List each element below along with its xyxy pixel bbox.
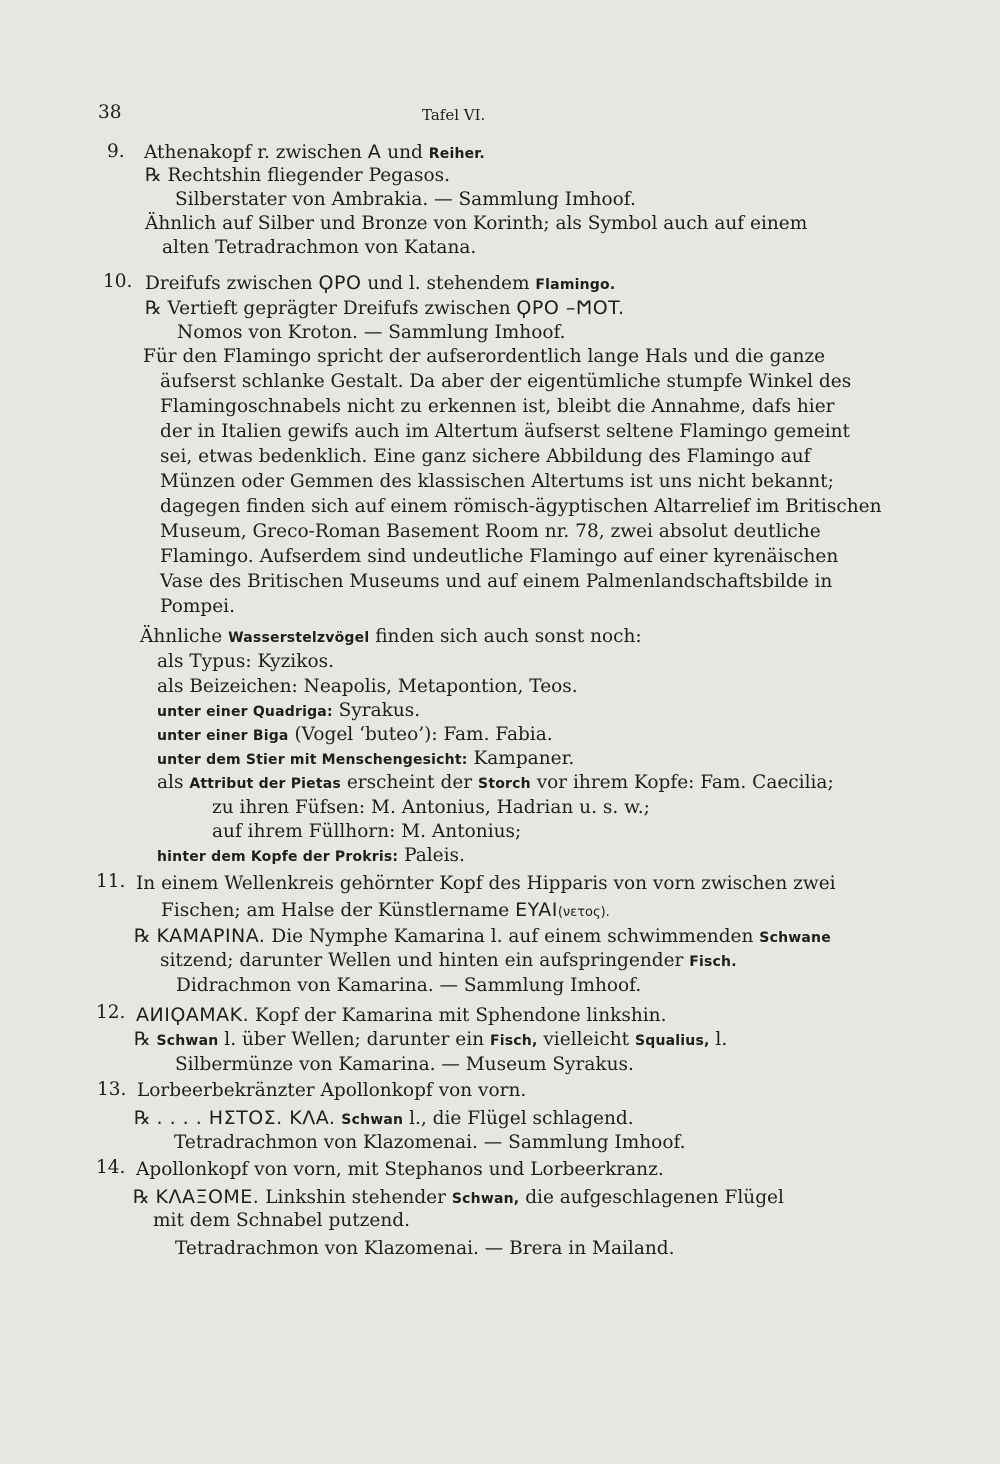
coin-legend: ϘPO [318,272,362,294]
entry-line: Athenakopf r. zwischen A und Reiher. [144,141,485,163]
entry-line: sitzend; darunter Wellen und hinten ein aufspringender Fisch. [160,950,737,971]
reverse-symbol: ℞ [134,926,151,947]
coin-legend: A [367,141,382,163]
reverse-line: ℞ . . . . HΣTOΣ. KΛA. Schwan l., die Flügel schlagend. [134,1107,634,1129]
coin-legend: ϘPO –ϺOT. [516,297,625,319]
entry-line: In einem Wellenkreis gehörnter Kopf des Hipparis von vorn zwischen zwei [136,873,836,894]
coin-legend: AИIϘAMAK. [136,1004,250,1026]
running-title: Tafel VI. [422,106,486,124]
entry-line: AИIϘAMAK. Kopf der Kamarina mit Sphendone linkshin. [136,1004,667,1026]
list-item: als Attribut der Pietas erscheint der Storch vor ihrem Kopfe: Fam. Caecilia; [157,772,834,793]
entry-line: Fischen; am Halse der Künstlername EYAI(νετος). [161,899,610,921]
coin-legend: EYAI [515,899,558,921]
entry-note: alten Tetradrachmon von Katana. [162,237,477,258]
entry-number: 14. [96,1157,126,1178]
commentary-line: Münzen oder Gemmen des klassischen Altertums ist uns nicht bekannt; [160,471,834,492]
commentary-line: sei, etwas bedenklich. Eine ganz sichere Abbildung des Flamingo auf [160,446,811,467]
commentary-line: Vase des Britischen Museums und auf einem Palmenlandschaftsbilde in [160,571,833,592]
list-item: unter einer Quadriga: Syrakus. [157,700,421,721]
reverse-line: ℞ KΛAΞOME. Linkshin stehender Schwan, die aufgeschlagenen Flügel [133,1186,784,1208]
list-item: hinter dem Kopfe der Prokris: Paleis. [157,845,465,866]
commentary-line: der in Italien gewifs auch im Altertum äufserst seltene Flamingo gemeint [160,421,850,442]
entry-line: Silbermünze von Kamarina. — Museum Syrakus. [175,1054,634,1075]
reverse-line: ℞ Vertieft geprägter Dreifufs zwischen ϘPO –ϺOT. [145,297,625,319]
commentary-line: Museum, Greco-Roman Basement Room nr. 78, zwei absolut deutliche [160,521,821,542]
reverse-symbol: ℞ [134,1029,151,1050]
bird-term: Schwane [759,930,831,946]
list-item: auf ihrem Füllhorn: M. Antonius; [212,821,522,842]
entry-line: Apollonkopf von vorn, mit Stephanos und Lorbeerkranz. [136,1159,664,1180]
reverse-line: ℞ KAMAPINA. Die Nymphe Kamarina l. auf einem schwimmenden Schwane [134,925,831,947]
list-intro: Ähnliche Wasserstelzvögel finden sich auch sonst noch: [140,626,642,647]
reverse-symbol: ℞ [134,1108,151,1129]
entry-line: Didrachmon von Kamarina. — Sammlung Imhoof. [176,975,642,996]
entry-number: 11. [96,871,126,892]
entry-line: Tetradrachmon von Klazomenai. — Sammlung Imhoof. [174,1132,686,1153]
entry-number: 13. [97,1079,127,1100]
bird-term: Flamingo. [535,277,616,293]
coin-legend: . . . . HΣTOΣ. KΛA. [156,1107,336,1129]
commentary-line: Pompei. [160,596,235,617]
entry-number: 12. [96,1002,126,1023]
reverse-symbol: ℞ [133,1187,150,1208]
entry-line: mit dem Schnabel putzend. [153,1210,410,1231]
list-item: unter dem Stier mit Menschengesicht: Kampaner. [157,748,575,769]
entry-number: 10. [103,271,133,292]
list-item: unter einer Biga (Vogel ‘buteo’): Fam. Fabia. [157,724,553,745]
commentary-line: äufserst schlanke Gestalt. Da aber der eigentümliche stumpfe Winkel des [160,371,852,392]
list-item: als Beizeichen: Neapolis, Metapontion, Teos. [157,676,578,697]
entry-line: Lorbeerbekränzter Apollonkopf von vorn. [137,1080,527,1101]
bird-term: Wasserstelzvögel [228,630,370,646]
reverse-symbol: ℞ [145,298,162,319]
coin-legend: KAMAPINA. [156,925,266,947]
commentary-line: Flamingoschnabels nicht zu erkennen ist, bleibt die Annahme, dafs hier [160,396,835,417]
commentary-line: Für den Flamingo spricht der aufserordentlich lange Hals und die ganze [143,346,826,367]
list-item: zu ihren Füfsen: M. Antonius, Hadrian u. s. w.; [212,797,650,818]
commentary-line: dagegen finden sich auf einem römisch-ägyptischen Altarrelief im Britischen [160,496,882,517]
coin-legend: KΛAΞOME. [155,1186,260,1208]
reverse-line: ℞ Rechtshin fliegender Pegasos. [145,165,451,186]
entry-line: Nomos von Kroton. — Sammlung Imhoof. [177,322,566,343]
reverse-symbol: ℞ [145,165,162,186]
entry-line: Dreifufs zwischen ϘPO und l. stehendem Flamingo. [145,272,616,294]
entry-line: Silberstater von Ambrakia. — Sammlung Imhoof. [175,189,636,210]
reverse-line: ℞ Schwan l. über Wellen; darunter ein Fisch, vielleicht Squalius, l. [134,1029,728,1050]
commentary-line: Flamingo. Aufserdem sind undeutliche Flamingo auf einer kyrenäischen [160,546,839,567]
page-number: 38 [98,102,122,123]
entry-line: Tetradrachmon von Klazomenai. — Brera in Mailand. [175,1238,675,1259]
entry-note: Ähnlich auf Silber und Bronze von Korinth; als Symbol auch auf einem [145,213,808,234]
entry-number: 9. [107,141,125,162]
list-item: als Typus: Kyzikos. [157,651,334,672]
bird-term: Reiher. [428,146,485,162]
